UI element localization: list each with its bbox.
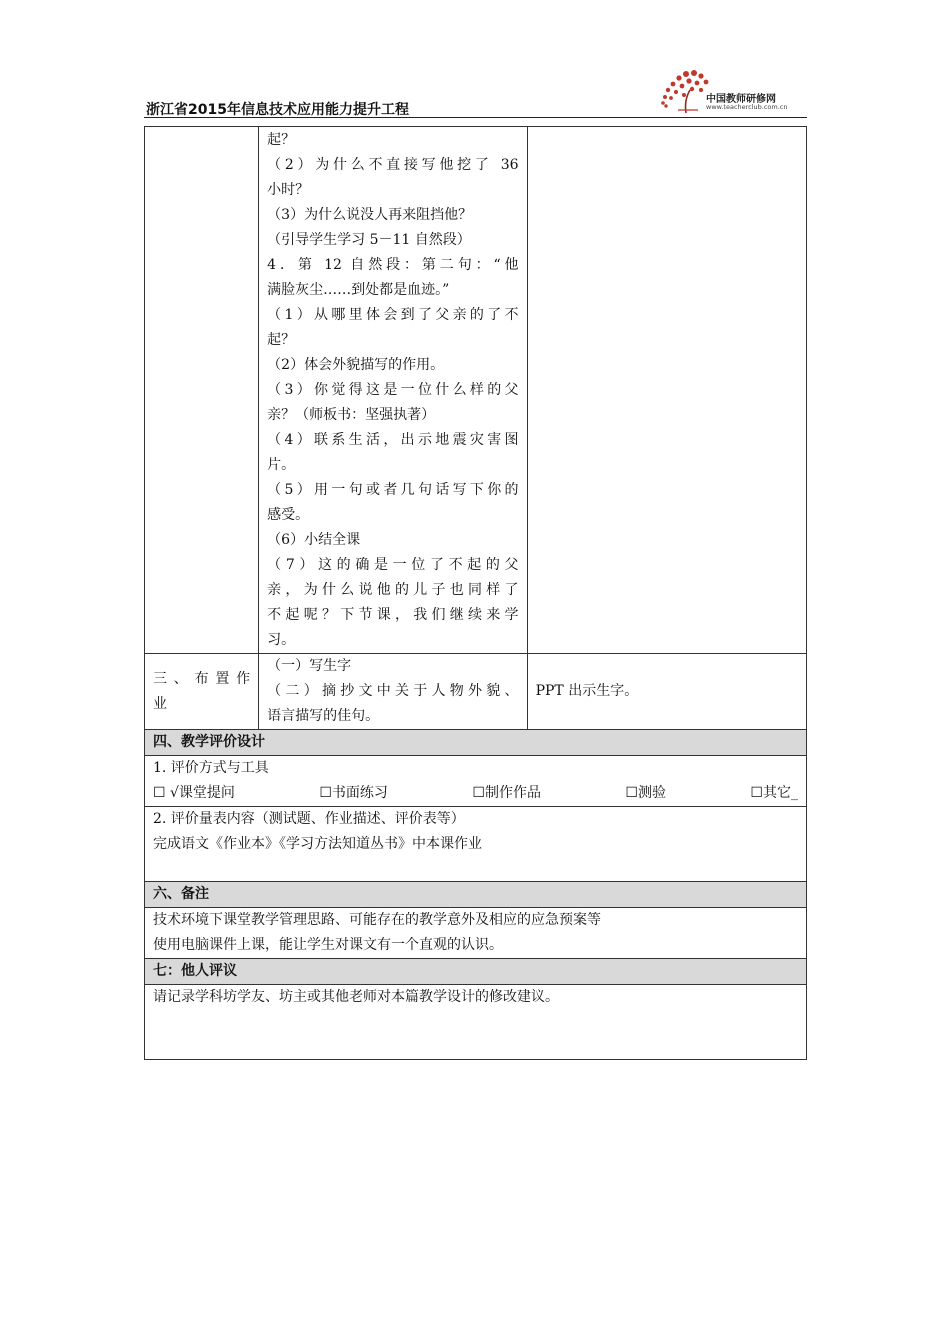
process-line: （2）体会外貌描写的作用。 <box>267 357 445 373</box>
homework-content-cell <box>259 654 527 730</box>
option-written-exercise[interactable]: ☐书面练习 <box>319 785 388 801</box>
option-classroom-questions[interactable]: ☐ √课堂提问 <box>153 785 235 801</box>
evaluation-scale-content: 完成语文《作业本》《学习方法知道丛书》中本课作业 <box>153 836 482 852</box>
process-row <box>145 127 807 654</box>
process-line: （3）你觉得这是一位什么样的父 <box>267 382 519 398</box>
document-header-title: 浙江省2015年信息技术应用能力提升工程 <box>146 102 409 118</box>
section4-title: 四、教学评价设计 <box>145 730 807 756</box>
process-line: （5）用一句或者几句话写下你的 <box>267 482 519 498</box>
process-line: （3）为什么说没人再来阻挡他？ <box>267 207 473 223</box>
process-line: 满脸灰尘……到处都是血迹。” <box>267 282 450 298</box>
process-line: （6）小结全课 <box>267 532 361 548</box>
process-label-cell <box>145 127 259 654</box>
process-line: 4．第 12 自然段：第二句：“他 <box>267 257 519 273</box>
process-line: （引导学生学习 5－11 自然段） <box>267 232 471 248</box>
evaluation-options <box>153 781 798 806</box>
peer-review-cell <box>145 985 807 1060</box>
homework-label-line1: 三 、 布 置 作 <box>153 670 251 687</box>
notes-cell <box>145 908 807 959</box>
section6-title: 六、备注 <box>145 882 807 908</box>
homework-media-text: PPT 出示生字。 <box>535 683 639 699</box>
process-line: 习。 <box>267 632 296 648</box>
lesson-plan-table <box>144 126 807 1060</box>
section7-header-row <box>145 959 807 985</box>
notes-line2: 使用电脑课件上课，能让学生对课文有一个直观的认识。 <box>153 937 503 953</box>
homework-content-line: （一）写生字 <box>267 658 352 674</box>
option-make-work[interactable]: ☐制作作品 <box>472 785 541 801</box>
homework-row <box>145 654 807 730</box>
evaluation-method-label: 1. 评价方式与工具 <box>153 760 269 776</box>
header-divider <box>144 117 807 118</box>
peer-review-line1: 请记录学科坊学友、坊主或其他老师对本篇教学设计的修改建议。 <box>153 989 559 1005</box>
process-content-cell <box>259 127 527 654</box>
section6-header-row <box>145 882 807 908</box>
process-line: （4）联系生活，出示地震灾害图 <box>267 432 519 448</box>
notes-row <box>145 908 807 959</box>
process-line: 片。 <box>267 457 296 473</box>
homework-label-line2: 业 <box>153 695 167 712</box>
process-line: 亲？（师板书：坚强执著） <box>267 407 436 423</box>
process-line: （7）这的确是一位了不起的父 <box>267 557 519 573</box>
process-media-cell <box>527 127 806 654</box>
process-line: 小时？ <box>267 182 310 198</box>
process-line: 起？ <box>267 332 296 348</box>
process-line: 起？ <box>267 132 296 148</box>
logo-name: 中国教师研修网 <box>706 94 776 105</box>
process-line: 亲，为什么说他的儿子也同样了 <box>267 582 519 598</box>
option-test[interactable]: ☐测验 <box>625 785 666 801</box>
homework-content-line: （二）摘抄文中关于人物外貌、 <box>267 683 519 699</box>
process-line: 不起呢？下节课，我们继续来学 <box>267 607 519 623</box>
process-line: 感受。 <box>267 507 310 523</box>
evaluation-scale-label: 2. 评价量表内容（测试题、作业描述、评价表等） <box>153 811 465 827</box>
homework-label-cell <box>145 654 259 730</box>
evaluation-method-row <box>145 756 807 807</box>
option-other[interactable]: ☐其它_ <box>750 785 798 801</box>
process-line: （1）从哪里体会到了父亲的了不 <box>267 307 519 323</box>
homework-media-cell <box>527 654 806 730</box>
logo-url: www.teacherclub.com.cn <box>706 103 788 111</box>
section7-title: 七：他人评议 <box>145 959 807 985</box>
notes-line1: 技术环境下课堂教学管理思路、可能存在的教学意外及相应的应急预案等 <box>153 912 601 928</box>
peer-review-row <box>145 985 807 1060</box>
evaluation-method-cell <box>145 756 807 807</box>
process-line: （2）为什么不直接写他挖了 36 <box>267 157 519 173</box>
section4-header-row <box>145 730 807 756</box>
evaluation-scale-row <box>145 807 807 882</box>
evaluation-scale-cell <box>145 807 807 882</box>
homework-content-line: 语言描写的佳句。 <box>267 708 380 724</box>
